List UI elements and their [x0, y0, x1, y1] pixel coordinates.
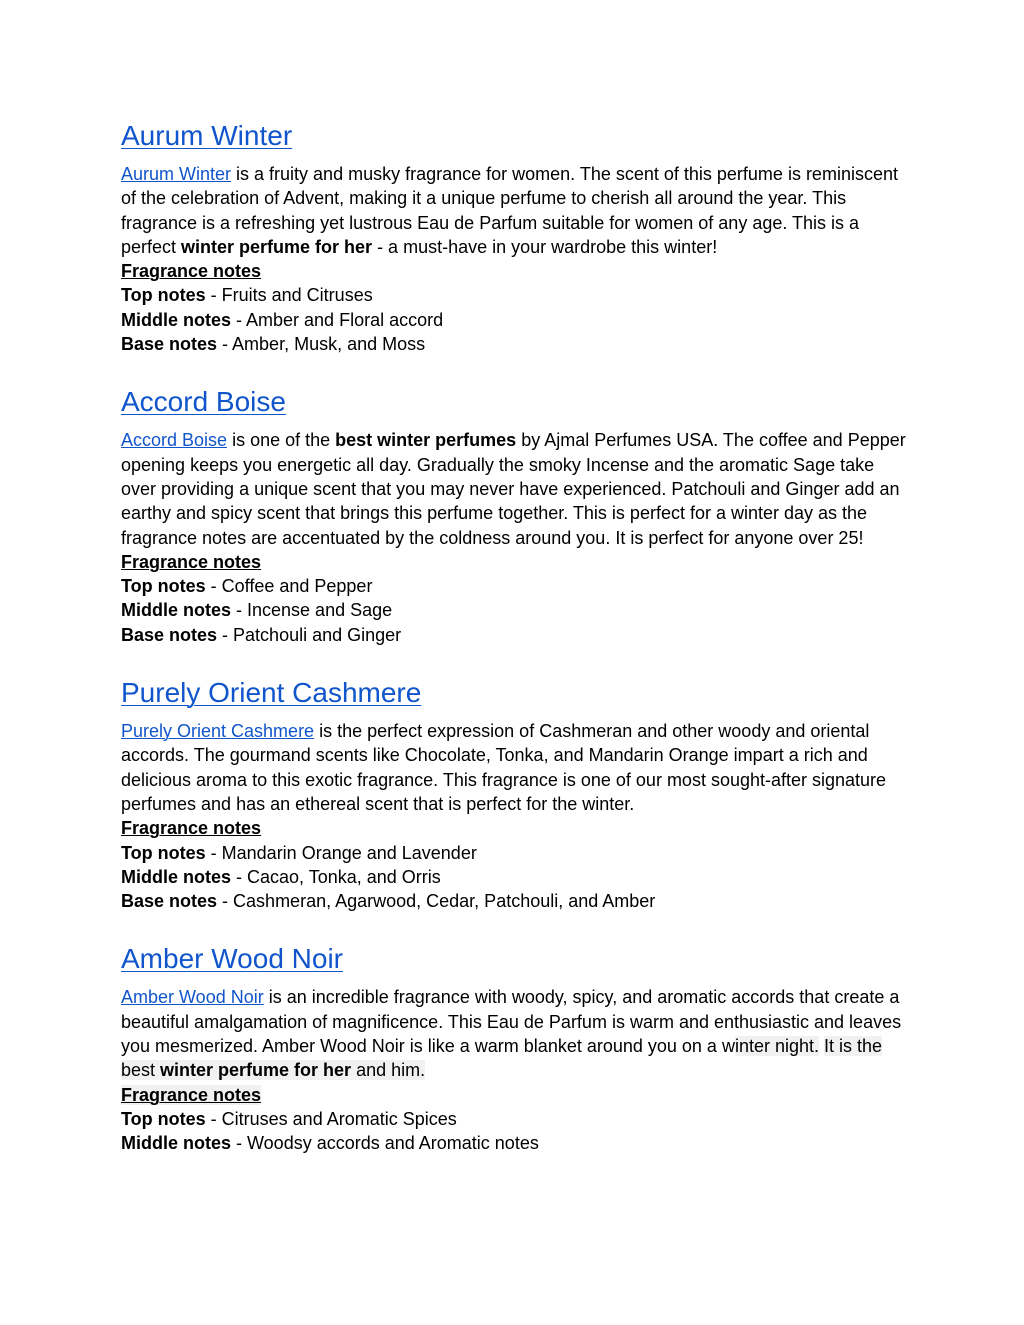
- section-body: [121, 985, 911, 1155]
- section-heading: [121, 941, 911, 977]
- top-notes-line: [121, 841, 911, 865]
- description-paragraph: [121, 162, 911, 259]
- description-bold-text: best winter perfumes: [335, 430, 517, 451]
- description-paragraph: [121, 428, 911, 549]
- description-highlighted-text-2: It is the best: [121, 1036, 883, 1081]
- top-notes-label: Top notes: [121, 1108, 206, 1129]
- product-link-purely-orient-cashmere[interactable]: Purely Orient Cashmere: [121, 721, 315, 742]
- base-notes-value: - Patchouli and Ginger: [217, 624, 402, 645]
- fragrance-notes-heading: Fragrance notes: [121, 818, 262, 839]
- top-notes-line: [121, 283, 911, 307]
- middle-notes-line: [121, 1131, 911, 1155]
- section-aurum-winter: [121, 118, 911, 356]
- middle-notes-value: - Woodsy accords and Aromatic notes: [231, 1133, 539, 1154]
- section-purely-orient-cashmere: [121, 675, 911, 913]
- middle-notes-label: Middle notes: [121, 1133, 232, 1154]
- fragrance-notes-heading: Fragrance notes: [121, 551, 262, 572]
- description-text: is the perfect expression of Cashmeran and other woody and oriental accords. The gourmand scents like Chocolate, Tonka, and Mandarin Orange impart a rich and delicious aroma to this exotic fragrance. This fragrance is one of our most sought-after signature perfumes and has an ethereal scent that is perfect for the winter.: [121, 721, 887, 814]
- description-text: is a fruity and musky fragrance for women. The scent of this perfume is reminiscent of the celebration of Advent, making it a unique perfume to cherish all around the year. This fragrance is a refreshing yet lustrous Eau de Parfum suitable for women of any age. This is a perfect: [121, 164, 898, 257]
- description-text: is one of the: [227, 430, 336, 451]
- heading-link-amber-wood-noir[interactable]: Amber Wood Noir: [121, 943, 344, 975]
- heading-link-accord-boise[interactable]: Accord Boise: [121, 386, 286, 418]
- middle-notes-line: [121, 598, 911, 622]
- top-notes-value: - Citruses and Aromatic Spices: [205, 1108, 457, 1129]
- description-highlighted-text: inter night.: [734, 1036, 820, 1057]
- top-notes-line: [121, 574, 911, 598]
- top-notes-value: - Fruits and Citruses: [205, 285, 373, 306]
- middle-notes-label: Middle notes: [121, 866, 232, 887]
- section-accord-boise: [121, 384, 911, 647]
- product-link-accord-boise[interactable]: Accord Boise: [121, 430, 228, 451]
- top-notes-label: Top notes: [121, 842, 206, 863]
- description-paragraph: [121, 985, 911, 1082]
- top-notes-value: - Coffee and Pepper: [205, 576, 373, 597]
- top-notes-label: Top notes: [121, 285, 206, 306]
- section-body: [121, 162, 911, 356]
- top-notes-value: - Mandarin Orange and Lavender: [205, 842, 477, 863]
- base-notes-label: Base notes: [121, 891, 218, 912]
- base-notes-value: - Amber, Musk, and Moss: [217, 334, 426, 355]
- heading-link-purely-orient-cashmere[interactable]: Purely Orient Cashmere: [121, 677, 422, 709]
- top-notes-line: [121, 1107, 911, 1131]
- fragrance-notes-heading: [121, 1083, 911, 1107]
- middle-notes-label: Middle notes: [121, 309, 232, 330]
- fragrance-notes-heading-text: Fragrance notes: [121, 1084, 262, 1105]
- description-bold-text: winter perfume for her: [181, 236, 373, 257]
- description-text-end: by Ajmal Perfumes USA. The coffee and Pepper opening keeps you energetic all day. Gradually the smoky Incense and the aromatic Sage take over providing a unique scent that you may never have experienced. Patchouli and Ginger add an earthy and spicy scent that brings this perfume together. This is perfect for a winter day as the fragrance notes are accentuated by the coldness around you. It is perfect for anyone over 25!: [121, 430, 906, 548]
- middle-notes-value: - Cacao, Tonka, and Orris: [231, 866, 441, 887]
- product-link-aurum-winter[interactable]: Aurum Winter: [121, 164, 232, 184]
- base-notes-line: [121, 889, 911, 913]
- description-paragraph: [121, 719, 911, 816]
- description-text-end: and him.: [351, 1060, 426, 1081]
- section-heading: [121, 118, 911, 154]
- base-notes-value: - Cashmeran, Agarwood, Cedar, Patchouli, and Amber: [217, 891, 656, 912]
- document-page: [121, 118, 911, 1184]
- section-body: [121, 719, 911, 913]
- section-heading: [121, 675, 911, 711]
- section-body: [121, 428, 911, 647]
- base-notes-line: [121, 332, 911, 356]
- description-text: is an incredible fragrance with woody, spicy, and aromatic accords that create a beautiful amalgamation of magnificence. This Eau de Parfum is warm and enthusiastic and leaves you mesmerized. Amber Wood Noir is like a warm blanket around you on a w: [121, 987, 902, 1057]
- heading-link-aurum-winter[interactable]: Aurum Winter: [121, 120, 293, 151]
- middle-notes-value: - Incense and Sage: [231, 600, 393, 621]
- middle-notes-line: [121, 865, 911, 889]
- top-notes-label: Top notes: [121, 576, 206, 597]
- description-bold-text: winter perfume for her: [160, 1060, 352, 1081]
- section-amber-wood-noir: [121, 941, 911, 1155]
- fragrance-notes-heading: Fragrance notes: [121, 261, 262, 282]
- base-notes-label: Base notes: [121, 624, 218, 645]
- base-notes-line: [121, 623, 911, 647]
- product-link-amber-wood-noir[interactable]: Amber Wood Noir: [121, 987, 264, 1008]
- middle-notes-value: - Amber and Floral accord: [231, 309, 444, 330]
- middle-notes-label: Middle notes: [121, 600, 232, 621]
- section-heading: [121, 384, 911, 420]
- description-text-end: - a must-have in your wardrobe this winter!: [372, 236, 718, 257]
- base-notes-label: Base notes: [121, 334, 218, 355]
- middle-notes-line: [121, 308, 911, 332]
